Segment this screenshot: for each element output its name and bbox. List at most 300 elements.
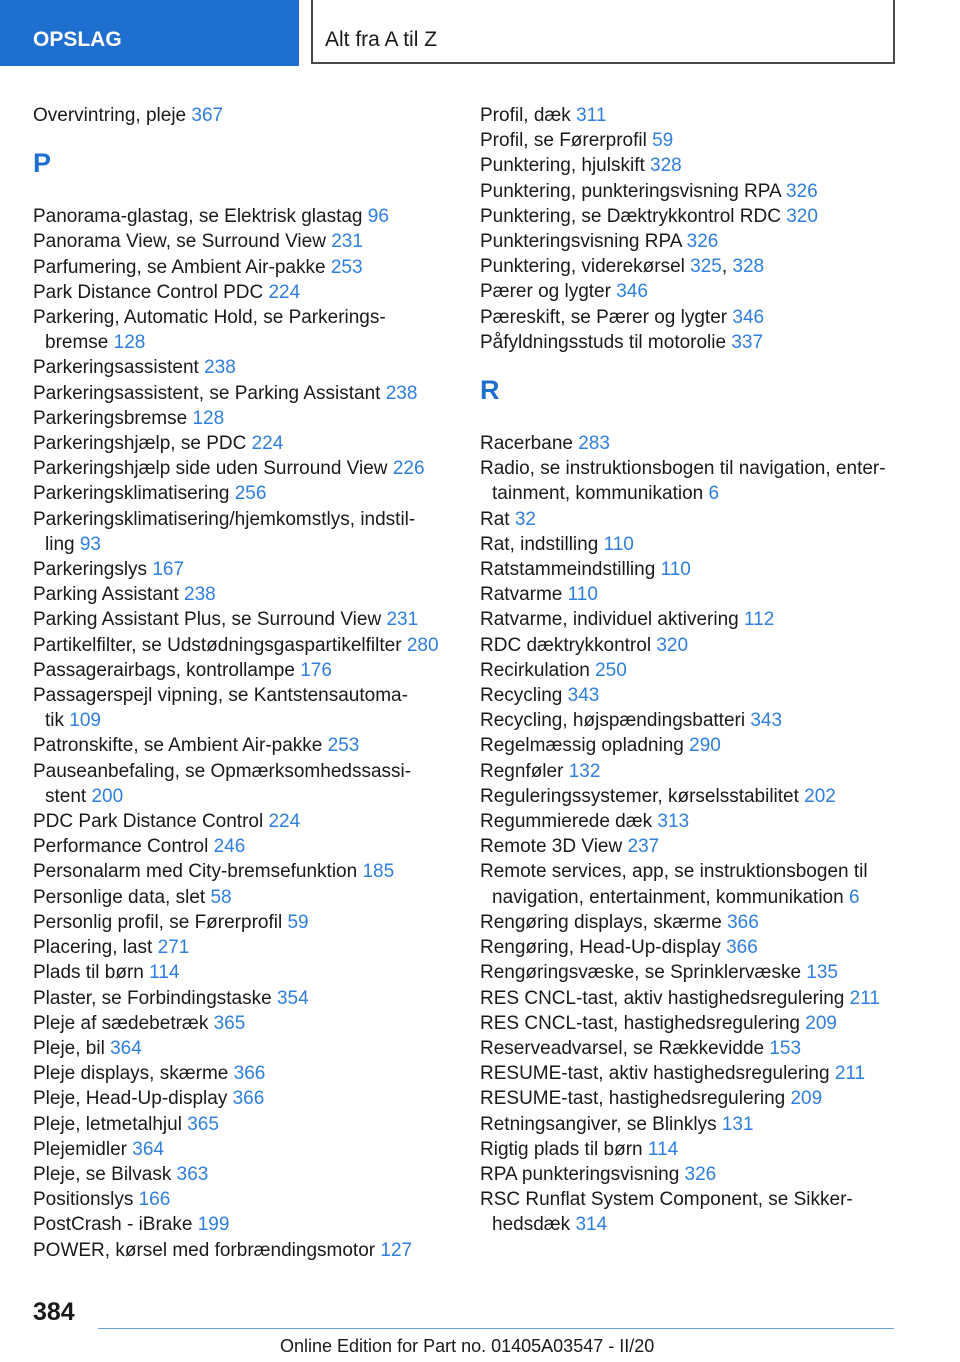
page-reference-link[interactable]: 166 (138, 1189, 171, 1211)
page-reference-link[interactable]: 346 (732, 306, 765, 328)
page-reference-link[interactable]: 32 (514, 508, 536, 530)
index-entry-line (480, 1137, 920, 1162)
page-reference-link[interactable]: 93 (79, 533, 101, 555)
index-entry-text: Pæreskift, se Pærer og lygter (480, 306, 728, 328)
index-entry-line (33, 1061, 453, 1086)
page-reference-link[interactable]: 132 (568, 760, 601, 782)
page-reference-link[interactable]: 283 (578, 433, 610, 455)
index-entry-line (480, 935, 920, 960)
index-entry (480, 759, 920, 784)
index-entry-text: Parking Assistant Plus, se Surround View (33, 609, 382, 631)
index-entry (33, 305, 453, 355)
index-entry-line (33, 1036, 453, 1061)
page-reference-link[interactable]: 326 (686, 231, 719, 253)
index-entry-text: Rengøring displays, skærme (480, 911, 722, 933)
page-reference-link[interactable]: 366 (233, 1063, 266, 1085)
index-entry-text: RES CNCL-tast, hastighedsregulering (480, 1012, 800, 1034)
index-entry-text: Parkeringslys (33, 559, 148, 581)
index-entry-text: Rigtig plads til børn (480, 1138, 643, 1160)
index-entry-line (480, 809, 920, 834)
index-entry (33, 1162, 453, 1187)
index-entry-line (480, 1036, 920, 1061)
index-entry-line (33, 885, 453, 910)
index-entry-line (33, 557, 453, 582)
index-entry-line (33, 1011, 453, 1036)
index-entry-line (480, 507, 920, 532)
index-entry (33, 1238, 453, 1263)
index-entry-text: tik (45, 710, 64, 732)
index-entry-text: Parkeringsassistent, se Parking Assistant (33, 382, 381, 404)
index-entry (33, 255, 453, 280)
index-entry (480, 153, 920, 178)
page-reference-link[interactable]: 59 (287, 911, 309, 933)
index-entry (33, 557, 453, 582)
index-entry-line (33, 1086, 453, 1111)
index-entry-line (480, 481, 920, 506)
index-entry-line (480, 910, 920, 935)
page-reference-link[interactable]: 354 (276, 987, 309, 1009)
index-letter-heading: P (33, 148, 52, 179)
index-entry-text: Rat, indstilling (480, 533, 599, 555)
index-entry (480, 179, 920, 204)
index-entry-line (480, 859, 920, 884)
page-reference-link[interactable]: 110 (660, 559, 691, 581)
index-entry (480, 1137, 920, 1162)
index-entry-text: Regnføler (480, 760, 564, 782)
index-entry-text: Placering, last (33, 937, 153, 959)
page-reference-link[interactable]: 280 (406, 634, 439, 656)
index-entry-line (33, 784, 453, 809)
index-entry-line (480, 1086, 920, 1111)
page-reference-link[interactable]: 211 (849, 987, 880, 1009)
index-entry-line (33, 103, 453, 128)
index-entry (480, 708, 920, 733)
index-entry-text: Parkeringshjælp, se PDC (33, 433, 247, 455)
page-reference-link[interactable]: 237 (627, 836, 660, 858)
page-reference-link[interactable]: 202 (804, 785, 836, 807)
index-entry-line (480, 582, 920, 607)
page-reference-link[interactable]: 231 (386, 609, 419, 631)
index-entry-text: bremse (45, 332, 109, 354)
index-column-left (33, 103, 453, 1263)
page-reference-link[interactable]: 128 (192, 407, 225, 429)
index-entry (33, 381, 453, 406)
index-entry-text: Patronskifte, se Ambient Air-pakke (33, 735, 323, 757)
page-reference-link[interactable]: 290 (689, 735, 721, 757)
index-entry-text: RDC dæktrykkontrol (480, 634, 652, 656)
page-reference-link[interactable]: 250 (595, 659, 627, 681)
page-reference-link[interactable]: 224 (268, 811, 301, 833)
index-entry-text: Personlig profil, se Førerprofil (33, 911, 283, 933)
index-entry-line (33, 935, 453, 960)
index-entry-text: Parkeringsklimatisering/hjemkomstlys, indstil- (33, 508, 416, 530)
index-entry-text: Pleje af sædebetræk (33, 1012, 209, 1034)
index-entry-text: Rengøring, Head-Up-display (480, 937, 721, 959)
index-entry-line (480, 204, 920, 229)
index-entry (33, 1112, 453, 1137)
page-header (0, 0, 960, 66)
page-reference-link[interactable]: 110 (603, 533, 634, 555)
index-entry-text: Punktering, se Dæktrykkontrol RDC (480, 205, 781, 227)
index-entry-text: Plads til børn (33, 962, 144, 984)
footer-divider (98, 1328, 894, 1329)
page-reference-link[interactable]: 314 (575, 1214, 608, 1236)
page-reference-link[interactable]: 366 (727, 911, 759, 933)
index-entry (480, 935, 920, 960)
page-reference-link[interactable]: 364 (110, 1037, 142, 1059)
index-entry (480, 103, 920, 128)
page-reference-link[interactable]: 313 (657, 811, 690, 833)
page-number: 384 (33, 1298, 75, 1326)
page-reference-link[interactable]: 128 (113, 332, 146, 354)
index-entry-line (480, 960, 920, 985)
page-reference-link[interactable]: 328 (732, 256, 765, 278)
index-entry-text: RES CNCL-tast, aktiv hastighedsregulering (480, 987, 845, 1009)
index-entry-line (480, 456, 920, 481)
index-entry (480, 859, 920, 909)
index-entry (33, 960, 453, 985)
index-entry-line (33, 1137, 453, 1162)
page-reference-link[interactable]: 253 (327, 735, 360, 757)
index-entry-text: POWER, kørsel med forbrændingsmotor (33, 1239, 376, 1261)
index-entry-text: Pleje, letmetalhjul (33, 1113, 182, 1135)
index-entry (33, 582, 453, 607)
index-entry (480, 254, 920, 279)
index-entry (480, 456, 920, 506)
page-reference-link[interactable]: 59 (652, 130, 674, 152)
page-reference-link[interactable]: 238 (204, 357, 236, 379)
index-entry (480, 809, 920, 834)
index-entry (33, 1061, 453, 1086)
index-entry-line (33, 1238, 453, 1263)
index-entry (480, 1187, 920, 1237)
index-entry-text: Panorama View, se Surround View (33, 231, 326, 253)
index-entry-line (480, 1212, 920, 1237)
page-reference-link[interactable]: 325 (690, 256, 722, 278)
page-reference-link[interactable]: 200 (91, 785, 124, 807)
index-entry-line (33, 582, 453, 607)
page-reference-link[interactable]: 224 (268, 281, 301, 303)
index-entry (480, 431, 920, 456)
index-entry-text: Radio, se instruktionsbogen til navigation, enter- (480, 458, 886, 480)
section-tab: OPSLAG (0, 0, 299, 66)
index-entry-line (480, 834, 920, 859)
index-entry-line (33, 633, 453, 658)
index-entry-text: RESUME-tast, aktiv hastighedsregulering (480, 1063, 830, 1085)
index-entry (33, 607, 453, 632)
index-entry-text: RSC Runflat System Component, se Sikker- (480, 1189, 853, 1211)
index-entry (33, 859, 453, 884)
index-entry (33, 1187, 453, 1212)
index-entry-line (33, 1212, 453, 1237)
index-entry-text: Personalarm med City-bremsefunktion (33, 861, 358, 883)
index-entry (33, 885, 453, 910)
index-entry (480, 305, 920, 330)
index-entry-line (480, 128, 920, 153)
page-reference-link[interactable]: 337 (731, 331, 764, 353)
page-reference-link[interactable]: 363 (176, 1163, 209, 1185)
index-entry-text: stent (45, 785, 87, 807)
page-reference-link[interactable]: 109 (69, 710, 101, 732)
index-entry-line (480, 607, 920, 632)
index-entry (480, 1061, 920, 1086)
index-entry-line (480, 431, 920, 456)
index-entry-text: Rengøringsvæske, se Sprinklervæske (480, 962, 802, 984)
index-entry-text: Parkeringsassistent (33, 357, 199, 379)
index-entry-text: Parkeringsbremse (33, 407, 188, 429)
index-entry-line (480, 733, 920, 758)
page-reference-link[interactable]: 131 (721, 1113, 754, 1135)
index-entry-text: Påfyldningsstuds til motorolie (480, 331, 727, 353)
index-entry (480, 532, 920, 557)
index-entry-line (33, 1162, 453, 1187)
index-entry-text: Park Distance Control PDC (33, 281, 264, 303)
index-entry-line (480, 784, 920, 809)
page-reference-link[interactable]: 246 (213, 836, 246, 858)
index-entry (33, 507, 453, 557)
index-entry-line (33, 481, 453, 506)
index-entry-line (33, 960, 453, 985)
index-entry-line (480, 683, 920, 708)
index-entry-text: Punktering, viderekørsel (480, 256, 685, 278)
index-entry (33, 280, 453, 305)
page-reference-link[interactable]: 114 (149, 962, 180, 984)
page-reference-link[interactable]: 185 (362, 861, 395, 883)
index-entry-line (33, 809, 453, 834)
index-entry (33, 986, 453, 1011)
index-entry-line (480, 1187, 920, 1212)
edition-note: Online Edition for Part no. 01405A03547 - II/20 (280, 1336, 655, 1356)
index-entry-line (33, 431, 453, 456)
page-reference-link[interactable]: 238 (184, 584, 216, 606)
index-entry-text: hedsdæk (492, 1214, 571, 1236)
page-reference-link[interactable]: 153 (769, 1037, 802, 1059)
page-reference-link[interactable]: 365 (213, 1012, 246, 1034)
page-reference-link[interactable]: 253 (330, 256, 363, 278)
index-entry-line (33, 910, 453, 935)
index-entry-line (480, 1061, 920, 1086)
page-reference-link[interactable]: 256 (234, 483, 267, 505)
index-entry (480, 204, 920, 229)
index-entry (33, 633, 453, 658)
page-reference-link[interactable]: 365 (187, 1113, 219, 1135)
index-entry-line (33, 406, 453, 431)
page-reference-link[interactable]: 58 (210, 886, 232, 908)
page-reference-link[interactable]: 238 (385, 382, 418, 404)
index-entry (480, 1162, 920, 1187)
index-entry (480, 1112, 920, 1137)
index-entry-text: Reserveadvarsel, se Rækkevidde (480, 1037, 765, 1059)
page-reference-link[interactable]: 6 (848, 886, 860, 908)
index-column-right (480, 103, 920, 1238)
index-entry-text: Pleje, se Bilvask (33, 1163, 172, 1185)
index-entry (33, 1137, 453, 1162)
index-entry-line (480, 532, 920, 557)
index-entry-text: Personlige data, slet (33, 886, 206, 908)
index-entry (480, 834, 920, 859)
page-reference-link[interactable]: 326 (785, 180, 818, 202)
page-reference-link[interactable]: 364 (132, 1138, 164, 1160)
page-reference-link[interactable]: 209 (790, 1088, 823, 1110)
index-entry-text: Punktering, hjulskift (480, 155, 645, 177)
index-entry-line (480, 1011, 920, 1036)
index-entry-text: PostCrash - iBrake (33, 1214, 193, 1236)
index-entry-line (33, 759, 453, 784)
index-entry-line (33, 305, 453, 330)
index-entry-text: Parkeringshjælp side uden Surround View (33, 458, 388, 480)
index-entry (33, 406, 453, 431)
index-entry-text: Pærer og lygter (480, 281, 611, 303)
index-entry-line (33, 733, 453, 758)
index-entry (480, 582, 920, 607)
index-entry-text: Punktering, punkteringsvisning RPA (480, 180, 781, 202)
index-entry (480, 1036, 920, 1061)
index-entry-line (480, 759, 920, 784)
index-entry-line (480, 633, 920, 658)
index-entry-text: Recycling, højspændingsbatteri (480, 710, 746, 732)
page-reference-link[interactable]: 311 (576, 105, 607, 126)
page-reference-link[interactable]: 226 (392, 458, 425, 480)
index-entry-line (480, 103, 920, 128)
index-entry (480, 1011, 920, 1036)
page-reference-link[interactable]: 127 (380, 1239, 413, 1261)
index-entry-line (33, 1112, 453, 1137)
index-entry (33, 1011, 453, 1036)
index-entry-line (33, 507, 453, 532)
index-entry-text: Overvintring, pleje (33, 105, 187, 126)
index-entry-text: Profil, dæk (480, 105, 571, 126)
page-reference-link[interactable]: 343 (750, 710, 783, 732)
index-entry (33, 935, 453, 960)
index-entry-text: Positionslys (33, 1189, 134, 1211)
index-entry-line (33, 204, 453, 229)
index-entry-text: Reguleringssystemer, kørselsstabilitet (480, 785, 799, 807)
index-entry-line (33, 355, 453, 380)
index-entry (480, 330, 920, 355)
index-entry-text: ling (45, 533, 75, 555)
index-entry-text: Passagerairbags, kontrollampe (33, 659, 295, 681)
index-entry-text: Punkteringsvisning RPA (480, 231, 682, 253)
index-entry (480, 733, 920, 758)
page-reference-link[interactable]: 224 (251, 433, 284, 455)
section-title: Alt fra A til Z (311, 0, 895, 64)
index-entry (33, 733, 453, 758)
index-entry-line (33, 280, 453, 305)
index-entry-line (33, 607, 453, 632)
index-entry-text: Performance Control (33, 836, 209, 858)
index-entry-text: Pleje, bil (33, 1037, 105, 1059)
index-entry-text: Regummierede dæk (480, 811, 653, 833)
index-entry-text: Ratvarme (480, 584, 563, 606)
index-entry-text: RPA punkteringsvisning (480, 1163, 680, 1185)
index-entry (33, 834, 453, 859)
index-entry-text: Panorama-glastag, se Elektrisk glastag (33, 206, 363, 228)
index-entry (480, 910, 920, 935)
index-entry-text: PDC Park Distance Control (33, 811, 264, 833)
index-entry-line (33, 658, 453, 683)
index-entry-line (480, 179, 920, 204)
index-entry-line: Punktering, viderekørsel 325, 328 (480, 256, 765, 278)
page-reference-link[interactable]: 320 (656, 634, 689, 656)
index-entry-text: Racerbane (480, 433, 573, 455)
page-reference-link[interactable]: 211 (834, 1063, 866, 1085)
index-entry (33, 229, 453, 254)
page-reference-link[interactable]: 135 (806, 962, 838, 984)
index-entry-text: Pleje displays, skærme (33, 1063, 229, 1085)
index-entry-line (33, 255, 453, 280)
index-entry-text: Remote 3D View (480, 836, 623, 858)
page-reference-link[interactable]: 167 (152, 559, 185, 581)
index-entry-line (480, 1112, 920, 1137)
page-reference-link[interactable]: 326 (684, 1163, 717, 1185)
index-entry (480, 229, 920, 254)
index-entry (33, 431, 453, 456)
index-entry (33, 683, 453, 733)
page-reference-link[interactable]: 343 (567, 685, 600, 707)
index-entry (33, 809, 453, 834)
page-reference-link[interactable]: 366 (726, 937, 758, 959)
page-reference-link[interactable]: 346 (616, 281, 648, 303)
page-reference-link[interactable]: 6 (708, 483, 720, 505)
index-entry-line (33, 1187, 453, 1212)
index-entry-text: Regelmæssig opladning (480, 735, 684, 757)
index-entry-line (33, 381, 453, 406)
index-entry (480, 607, 920, 632)
index-entry-text: Retningsangiver, se Blinklys (480, 1113, 717, 1135)
index-entry-text: Recycling (480, 685, 563, 707)
index-entry-line (480, 986, 920, 1011)
page-reference-link[interactable]: 96 (367, 206, 389, 228)
page-reference-link[interactable]: 367 (191, 105, 224, 126)
index-entry-line (480, 153, 920, 178)
index-entry (33, 658, 453, 683)
index-entry-text: Ratvarme, individuel aktivering (480, 609, 739, 631)
index-entry-text: Passagerspejl vipning, se Kantstensautoma- (33, 685, 408, 707)
page-reference-link[interactable]: 271 (157, 937, 190, 959)
page-reference-link[interactable]: 114 (647, 1138, 679, 1160)
index-entry-text: Profil, se Førerprofil (480, 130, 647, 152)
index-entry-line (33, 986, 453, 1011)
page-reference-link[interactable]: 366 (232, 1088, 265, 1110)
index-entry (480, 279, 920, 304)
page-reference-link[interactable]: 231 (331, 231, 363, 253)
index-entry-line (33, 330, 453, 355)
index-entry-line (33, 708, 453, 733)
page-reference-link[interactable]: 328 (650, 155, 682, 177)
index-entry-line (480, 658, 920, 683)
index-entry-line (480, 885, 920, 910)
page-reference-link[interactable]: 112 (744, 609, 775, 631)
page-reference-link[interactable]: 199 (197, 1214, 230, 1236)
index-entry-line (480, 229, 920, 254)
index-entry-line (480, 708, 920, 733)
index-entry-text: Plejemidler (33, 1138, 127, 1160)
index-entry-line (480, 557, 920, 582)
index-entry-text: Recirkulation (480, 659, 590, 681)
index-entry-text: Rat (480, 508, 510, 530)
index-entry-line (33, 532, 453, 557)
page-reference-link[interactable]: 176 (300, 659, 332, 681)
index-entry-text: Parkering, Automatic Hold, se Parkerings- (33, 307, 386, 329)
index-entry (480, 633, 920, 658)
page-reference-link[interactable]: 320 (786, 205, 818, 227)
page-reference-link[interactable]: 209 (805, 1012, 837, 1034)
index-entry-line (480, 305, 920, 330)
index-entry (33, 1036, 453, 1061)
page-reference-link[interactable]: 110 (567, 584, 598, 606)
index-entry-text: Ratstammeindstilling (480, 559, 656, 581)
index-entry-line (33, 859, 453, 884)
